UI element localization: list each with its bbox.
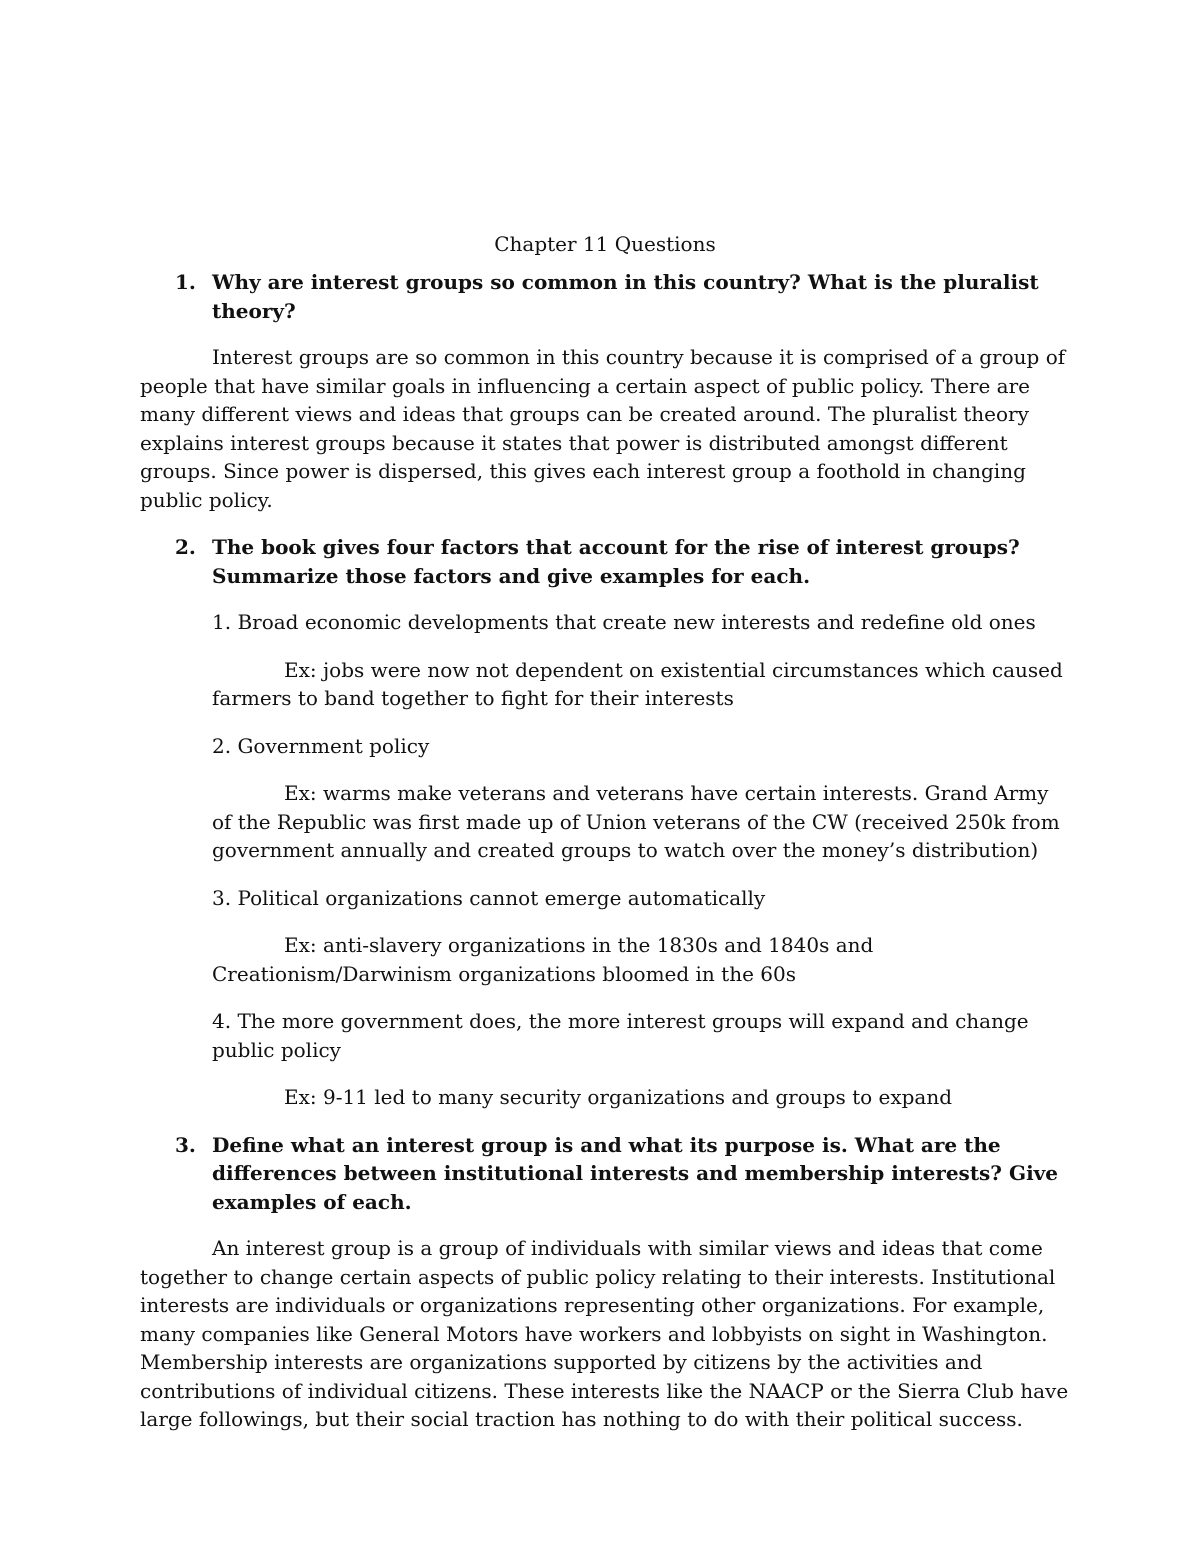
- question-3-number: 3.: [175, 1132, 196, 1157]
- factor-1-example: Ex: jobs were now not dependent on existential circumstances which caused farmers to band together to fight for their interests: [212, 657, 1063, 710]
- factor-2-example: Ex: warms make veterans and veterans have certain interests. Grand Army of the Republic was first made up of Union veterans of the CW (received 250k from government annually and created groups to watch over the money’s distribution): [212, 781, 1060, 862]
- question-1-number: 1.: [175, 270, 196, 294]
- document-body: [140, 230, 1070, 1453]
- document-title: Chapter 11 Questions: [494, 232, 716, 256]
- question-2: [140, 533, 1070, 590]
- answer-3: An interest group is a group of individuals with similar views and ideas that come together to change certain aspects of public policy relating to their interests. Institutional interests are individuals or organizations representing other organizations. For example, many companies like General Motors have workers and lobbyists on sight in Washington. Membership interests are organizations supported by citizens by the activities and contributions of individual citizens. These interests like the NAACP or the Sierra Club have large followings, but their social traction has nothing to do with their political success.: [140, 1236, 1069, 1431]
- question-3-text: Define what an interest group is and what its purpose is. What are the differences between institutional interests and membership interests? Give examples of each.: [212, 1132, 1059, 1214]
- question-2-number: 2.: [175, 535, 196, 559]
- factor-3: 3. Political organizations cannot emerge automatically: [212, 885, 766, 910]
- answer-1: Interest groups are so common in this country because it is comprised of a group of people that have similar goals in influencing a certain aspect of public policy. There are many different views and ideas that groups can be created around. The pluralist theory explains interest groups because it states that power is distributed amongst different groups. Since power is dispersed, this gives each interest group a foothold in changing public policy.: [140, 345, 1066, 512]
- factor-3-example: Ex: anti-slavery organizations in the 1830s and 1840s and Creationism/Darwinism organizations bloomed in the 60s: [212, 933, 874, 986]
- factor-1: 1. Broad economic developments that create new interests and redefine old ones: [212, 610, 1036, 634]
- factor-2: 2. Government policy: [212, 733, 430, 758]
- question-3: [140, 1131, 1070, 1217]
- factor-4-example: Ex: 9-11 led to many security organizations and groups to expand: [284, 1085, 953, 1109]
- factor-4: 4. The more government does, the more interest groups will expand and change public policy: [212, 1009, 1029, 1062]
- question-1-text: Why are interest groups so common in this country? What is the pluralist theory?: [212, 270, 1039, 323]
- question-2-text: The book gives four factors that account for the rise of interest groups? Summarize those factors and give examples for each.: [212, 535, 1020, 588]
- question-1: [140, 268, 1070, 325]
